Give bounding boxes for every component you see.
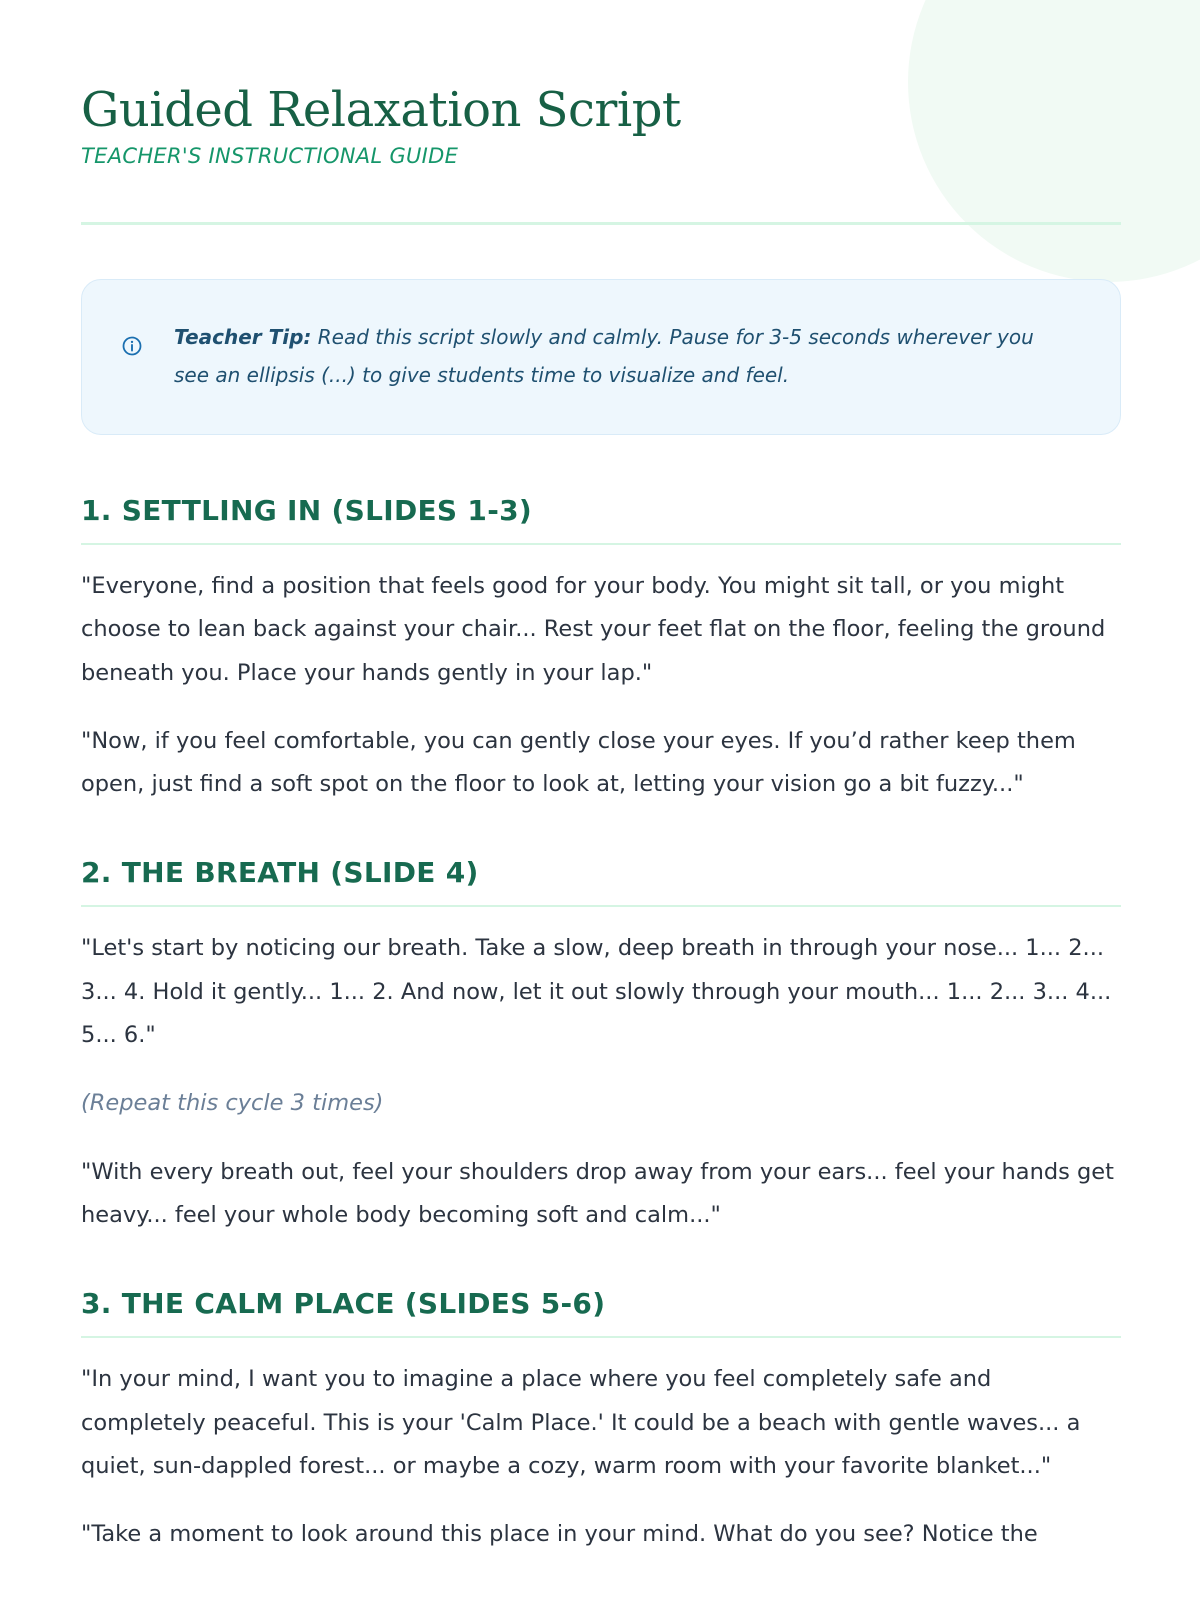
script-paragraph: "Take a moment to look around this place in your mind. What do you see? Notice the [81, 1521, 1038, 1548]
document-header [81, 0, 1121, 225]
teacher-note: (Repeat this cycle 3 times) [81, 1090, 384, 1117]
script-paragraph: "Now, if you feel comfortable, you can gently close your eyes. If you’d rather keep them open, just find a soft spot on the floor to look at, letting your vision go a bit fuzzy..." [81, 727, 1076, 798]
teacher-tip-body: Read this script slowly and calmly. Pause for 3-5 seconds wherever you see an ellipsis (...) to give students time to visualize and feel. [174, 325, 1034, 387]
section-heading: 1. SETTLING IN (SLIDES 1-3) [81, 491, 1121, 545]
section-settling-in [81, 491, 1121, 806]
script-paragraph: "Everyone, find a position that feels good for your body. You might sit tall, or you might choose to lean back against your chair... Rest your feet flat on the floor, feeling the ground beneath you. Place your hands gently in your lap." [81, 573, 1106, 686]
teacher-tip-callout [81, 279, 1121, 435]
script-paragraph: "With every breath out, feel your shoulders drop away from your ears... feel your hands get heavy... feel your whole body becoming soft and calm..." [81, 1158, 1114, 1228]
section-heading: 2. THE BREATH (SLIDE 4) [81, 853, 1121, 907]
section-heading: 3. THE CALM PLACE (SLIDES 5-6) [81, 1284, 1121, 1338]
section-the-calm-place [81, 1284, 1121, 1556]
info-circle-icon [122, 336, 142, 356]
page-subtitle: TEACHER'S INSTRUCTIONAL GUIDE [81, 144, 459, 168]
script-paragraph: "Let's start by noticing our breath. Take a slow, deep breath in through your nose... 1... 2... 3... 4. Hold it gently... 1... 2. And now, let it out slowly through your mouth... 1... 2... 3... 4... 5... 6." [81, 935, 1112, 1049]
page-title: Guided Relaxation Script [81, 82, 681, 138]
teacher-tip-label: Teacher Tip: [174, 325, 312, 349]
script-paragraph: "In your mind, I want you to imagine a place where you feel completely safe and completely peaceful. This is your 'Calm Place.' It could be a beach with gentle waves... a quiet, sun-dappled forest... or maybe a cozy, warm room with your favorite blanket..." [81, 1366, 1081, 1479]
section-the-breath [81, 853, 1121, 1237]
document-page [81, 0, 1121, 1556]
teacher-tip-text [174, 318, 1070, 394]
